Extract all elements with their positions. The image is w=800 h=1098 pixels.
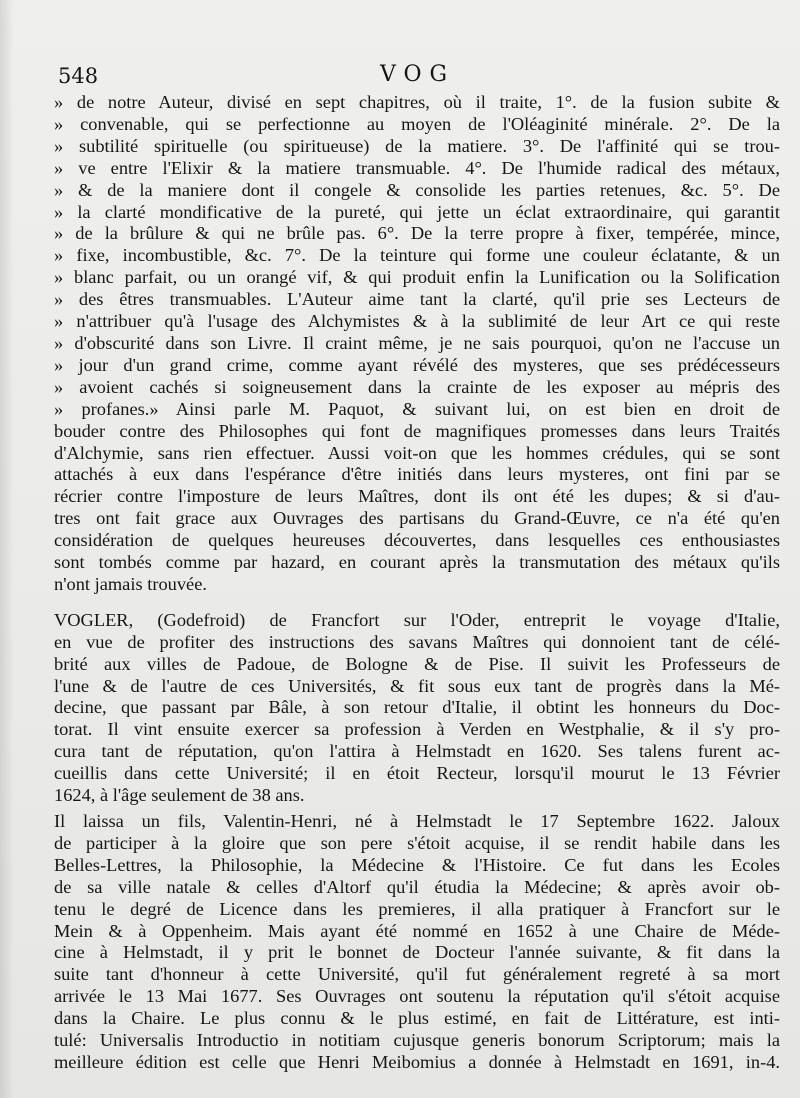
page-number: 548 <box>58 64 99 88</box>
text-line: d'Alchymie, sans rien effectuer. Aussi voit-on que les hommes crédules, qui se sont <box>54 442 780 463</box>
text-line: considération de quelques heureuses découvertes, dans lesquelles ces enthousiastes <box>54 530 780 551</box>
text-line: » n'attribuer qu'à l'usage des Alchymistes & à la sublimité de leur Art ce qui reste <box>54 311 780 332</box>
text-line: en vue de profiter des instructions des savans Maîtres qui donnoient tant de célé- <box>54 631 780 652</box>
paragraph-alchemy-commentary <box>54 92 780 596</box>
text-line: » de la brûlure & qui ne brûle pas. 6°. De la terre propre à fixer, tempérée, mince, <box>54 223 780 244</box>
text-line: » subtilité spirituelle (ou spiritueuse) de la matiere. 3°. De l'affinité qui se trou- <box>54 135 780 156</box>
paragraph-vogler-godefroid <box>54 610 780 807</box>
text-line: » de notre Auteur, divisé en sept chapitres, où il traite, 1°. de la fusion subite & <box>54 92 780 112</box>
page-body <box>54 92 780 1074</box>
text-line: de sa ville natale & celles d'Altorf qu'il étudia la Médecine; & après avoir ob- <box>54 876 780 897</box>
text-line: arrivée le 13 Mai 1677. Ses Ouvrages ont soutenu la réputation qu'il s'étoit acquise <box>54 986 780 1007</box>
text-line: tenu le degré de Licence dans les premieres, il alla pratiquer à Francfort sur le <box>54 898 780 919</box>
text-line: » des êtres transmuables. L'Auteur aime tant la clarté, qu'il prie ses Lecteurs de <box>54 289 780 310</box>
text-line: brité aux villes de Padoue, de Bologne & de Pise. Il suivit les Professeurs de <box>54 653 780 674</box>
text-line: tres ont fait grace aux Ouvrages des partisans du Grand-Œuvre, ce n'a été qu'en <box>54 508 780 529</box>
text-line: l'une & de l'autre de ces Universités, & fit sous eux tant de progrès dans la Mé- <box>54 675 780 696</box>
text-line: Mein & à Oppenheim. Mais ayant été nommé en 1652 à une Chaire de Méde- <box>54 920 780 941</box>
text-line: » jour d'un grand crime, comme ayant révélé des mysteres, que ses prédécesseurs <box>54 354 780 375</box>
text-line: » ve entre l'Elixir & la matiere transmuable. 4°. De l'humide radical des métaux, <box>54 157 780 178</box>
text-line: » & de la maniere dont il congele & consolide les parties retenues, &c. 5°. De <box>54 179 780 200</box>
text-line: » fixe, incombustible, &c. 7°. De la teinture qui forme une couleur éclatante, & un <box>54 245 780 266</box>
text-line: » profanes.» Ainsi parle M. Paquot, & suivant lui, on est bien en droit de <box>54 398 780 419</box>
text-line: cura tant de réputation, qu'on l'attira à Helmstadt en 1620. Ses talens furent ac- <box>54 741 780 762</box>
page-gutter-shadow <box>0 0 14 1098</box>
text-line: » blanc parfait, ou un orangé vif, & qui produit enfin la Lunification ou la Solification <box>54 267 780 288</box>
text-line: sont tombés comme par hazard, en courant après la transmutation des métaux qu'ils <box>54 552 780 573</box>
text-line: torat. Il vint ensuite exercer sa profession à Verden en Westphalie, & il s'y pro- <box>54 719 780 740</box>
paragraph-valentin-henri <box>54 811 780 1074</box>
text-line: » convenable, qui se perfectionne au moyen de l'Oléaginité minérale. 2°. De la <box>54 113 780 134</box>
text-line: Il laissa un fils, Valentin-Henri, né à Helmstadt le 17 Septembre 1622. Jaloux <box>54 811 780 831</box>
text-line: » la clarté mondificative de la pureté, qui jette un éclat extraordinaire, qui garantit <box>54 201 780 222</box>
paragraph-gap <box>54 596 780 610</box>
text-line: n'ont jamais trouvée. <box>54 573 207 594</box>
text-line: cine à Helmstadt, il y prit le bonnet de Docteur l'année suivante, & fit dans la <box>54 942 780 963</box>
text-line: attachés à eux dans l'espérance d'être initiés dans leurs mysteres, ont fini par se <box>54 464 780 485</box>
text-line: 1624, à l'âge seulement de 38 ans. <box>54 785 305 806</box>
text-line: » d'obscurité dans son Livre. Il craint même, je ne sais pourquoi, qu'on ne l'accuse un <box>54 332 780 353</box>
running-title: VOG <box>380 62 456 87</box>
text-line: tulé: Universalis Introductio in notitiam cujusque generis bonorum Scriptorum; mais la <box>54 1030 780 1051</box>
text-line: Belles-Lettres, la Philosophie, la Médecine & l'Histoire. Ce fut dans les Ecoles <box>54 854 780 875</box>
text-line: cueillis dans cette Université; il en étoit Recteur, lorsqu'il mourut le 13 Février <box>54 763 780 784</box>
text-line: VOGLER, (Godefroid) de Francfort sur l'Oder, entreprit le voyage d'Italie, <box>54 609 780 630</box>
text-line: meilleure édition est celle que Henri Meibomius a donnée à Helmstadt en 1691, in-4. <box>54 1051 780 1072</box>
text-line: suite tant d'honneur à cette Université, qu'il fut généralement regreté à sa mort <box>54 964 780 985</box>
text-line: bouder contre des Philosophes qui font de magnifiques promesses dans leurs Traités <box>54 420 780 441</box>
page-header <box>50 58 780 90</box>
text-line: decine, que passant par Bâle, à son retour d'Italie, il obtint les honneurs du Doc- <box>54 697 780 718</box>
text-line: » avoient cachés si soigneusement dans la crainte de les exposer au mépris des <box>54 376 780 397</box>
text-line: dans la Chaire. Le plus connu & le plus estimé, en fait de Littérature, est inti- <box>54 1008 780 1029</box>
text-line: récrier contre l'imposture de leurs Maîtres, dont ils ont été les dupes; & si d'au- <box>54 486 780 507</box>
text-line: de participer à la gloire que son pere s'étoit acquise, il se rendit habile dans les <box>54 832 780 853</box>
